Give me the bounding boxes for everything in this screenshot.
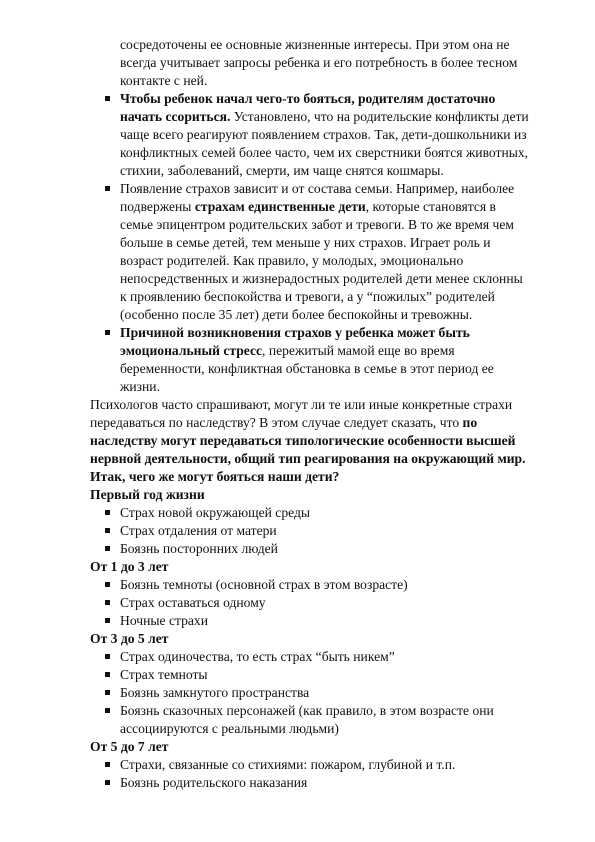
square-bullet-icon xyxy=(105,780,110,785)
section-5-to-7 xyxy=(90,738,530,792)
list-item-text: Страх оставаться одному xyxy=(120,595,266,610)
square-bullet-icon xyxy=(105,582,110,587)
square-bullet-icon xyxy=(105,600,110,605)
section-3-to-5 xyxy=(90,630,530,738)
bold-phrase: страхам единственные дети xyxy=(194,199,366,214)
list-item-text: Страхи, связанные со стихиями: пожаром, глубиной и т.п. xyxy=(120,757,456,772)
list-item-text: Ночные страхи xyxy=(120,613,208,628)
square-bullet-icon xyxy=(105,546,110,551)
list-item xyxy=(90,612,530,630)
list-item xyxy=(90,648,530,666)
document-body xyxy=(90,36,530,792)
list-item xyxy=(90,594,530,612)
square-bullet-icon xyxy=(105,186,110,191)
list-item xyxy=(90,504,530,522)
list-item-text: Страх отдаления от матери xyxy=(120,523,277,538)
section-title: От 3 до 5 лет xyxy=(90,631,169,646)
section-title: От 1 до 3 лет xyxy=(90,559,169,574)
square-bullet-icon xyxy=(105,510,110,515)
list-item xyxy=(90,774,530,792)
list-item xyxy=(90,684,530,702)
list-item xyxy=(90,756,530,774)
section-title: От 5 до 7 лет xyxy=(90,739,169,754)
square-bullet-icon xyxy=(105,762,110,767)
square-bullet-icon xyxy=(105,330,110,335)
square-bullet-icon xyxy=(105,618,110,623)
square-bullet-icon xyxy=(105,690,110,695)
list-item xyxy=(90,522,530,540)
question-heading: Итак, чего же могут бояться наши дети? xyxy=(90,469,340,484)
paragraph-text: Психологов часто спрашивают, могут ли те или иные конкретные страхи передаваться по наследству? В этом случае следует сказать, что xyxy=(90,397,513,430)
heredity-paragraph xyxy=(90,396,530,468)
bullet-family-composition xyxy=(90,180,530,324)
bullet-emotional-stress xyxy=(90,324,530,396)
square-bullet-icon xyxy=(105,96,110,101)
list-item-text: Боязнь посторонних людей xyxy=(120,541,278,556)
bullet-text: , которые становятся в семье эпицентром родительских забот и тревоги. В то же время чем больше в семье детей, тем меньше у них страхов. Играет роль и возраст родителей. Как правило, у молодых, эмоционально непосредственных и жизнерадостных родителей дети менее склонны к проявлению беспокойства и тревоги, а у “пожилых” родителей (особенно после 35 лет) дети более беспокойны и тревожны. xyxy=(120,199,523,322)
bullet-parental-conflicts xyxy=(90,90,530,180)
list-item-text: Боязнь темноты (основной страх в этом возрасте) xyxy=(120,577,408,592)
list-item-text: Страх одиночества, то есть страх “быть никем” xyxy=(120,649,395,664)
bold-phrase: по наследству могут передаваться типологические особенности высшей нервной деятельности, общий тип реагирования на окружающий мир. xyxy=(90,415,526,466)
list-item xyxy=(90,666,530,684)
section-title: Первый год жизни xyxy=(90,487,205,502)
square-bullet-icon xyxy=(105,672,110,677)
list-item xyxy=(90,576,530,594)
list-item-text: Страх новой окружающей среды xyxy=(120,505,311,520)
continued-paragraph: сосредоточены ее основные жизненные интересы. При этом она не всегда учитывает запросы ребенка и его потребность в более тесном контакте с ней. xyxy=(120,37,518,88)
bullet-text: , пережитый мамой еще во время беременности, конфликтная обстановка в семье в этот период ее жизни. xyxy=(120,343,494,394)
bold-phrase: Чтобы ребенок начал чего-то бояться, родителям достаточно начать ссориться. xyxy=(120,91,496,124)
list-item-text: Страх темноты xyxy=(120,667,208,682)
list-item-text: Боязнь сказочных персонажей (как правило, в этом возрасте они ассоциируются с реальными людьми) xyxy=(120,703,494,736)
list-item-text: Боязнь родительского наказания xyxy=(120,775,308,790)
list-item xyxy=(90,540,530,558)
bullet-text: Установлено, что на родительские конфликты дети чаще всего реагируют появлением страхов. Так, дети-дошкольники из конфликтных семей более часто, чем их сверстники боятся животных, стихии, заболеваний, смерти, им чаще снятся кошмары. xyxy=(120,109,529,178)
square-bullet-icon xyxy=(105,654,110,659)
square-bullet-icon xyxy=(105,708,110,713)
square-bullet-icon xyxy=(105,528,110,533)
bold-phrase: Причиной возникновения страхов у ребенка может быть эмоциональный стресс xyxy=(120,325,470,358)
section-first-year xyxy=(90,486,530,558)
bullet-text-pre: Появление страхов зависит и от состава семьи. Например, наиболее подвержены xyxy=(120,181,515,214)
section-1-to-3 xyxy=(90,558,530,630)
list-item-text: Боязнь замкнутого пространства xyxy=(120,685,310,700)
list-item xyxy=(90,702,530,738)
